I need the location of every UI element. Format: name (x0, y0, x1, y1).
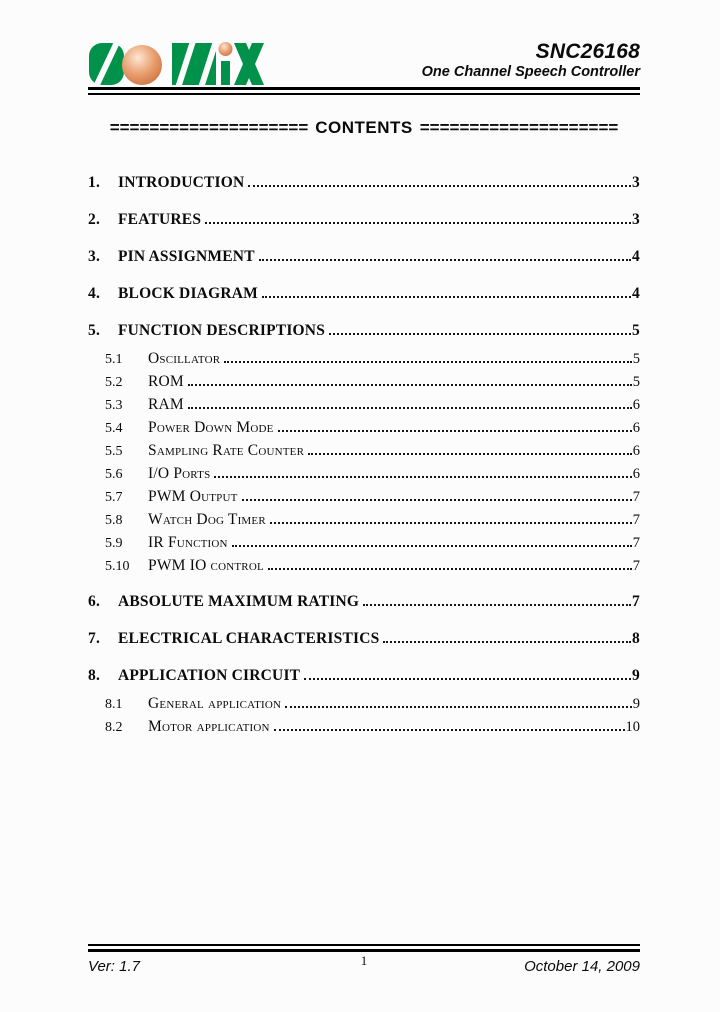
toc-entry-page: 5 (632, 322, 640, 339)
toc-entry-page: 6 (632, 397, 640, 413)
toc-leader-dots (248, 185, 631, 187)
footer-version: Ver: 1.7 (88, 958, 140, 975)
toc-leader-dots (363, 604, 631, 606)
toc-leader-dots (304, 678, 631, 680)
toc-entry[interactable] (88, 555, 640, 577)
toc-leader-dots (259, 259, 631, 261)
toc-entry-number: 3. (88, 248, 101, 265)
footer-date: October 14, 2009 (524, 958, 640, 975)
toc-entry-page: 7 (632, 558, 640, 574)
toc-entry-page: 4 (632, 285, 640, 302)
header-rule (88, 87, 640, 95)
toc-entry-number: 8.2 (105, 720, 123, 735)
toc-entry[interactable] (88, 440, 640, 462)
contents-heading (88, 118, 640, 138)
sonix-logo (88, 38, 264, 94)
toc-entry-number: 2. (88, 211, 101, 228)
toc-leader-dots (188, 384, 632, 386)
toc-entry[interactable] (88, 417, 640, 439)
table-of-contents (88, 172, 640, 738)
toc-entry-label: Watch Dog Timer (148, 511, 266, 528)
toc-entry[interactable] (88, 665, 640, 686)
toc-entry-label: Oscillator (148, 350, 221, 367)
toc-entry-page: 10 (625, 719, 640, 735)
toc-entry-page: 5 (632, 374, 640, 390)
toc-entry-page: 7 (632, 512, 640, 528)
toc-leader-dots (214, 476, 631, 478)
toc-entry[interactable] (88, 209, 640, 230)
toc-entry[interactable] (88, 320, 640, 341)
contents-equals-right: ==================== (419, 118, 619, 137)
footer-rule (88, 944, 640, 952)
toc-entry-page: 9 (632, 667, 640, 684)
toc-entry-number: 4. (88, 285, 101, 302)
toc-entry-page: 9 (632, 696, 640, 712)
toc-entry-page: 6 (632, 420, 640, 436)
toc-entry-page: 7 (632, 593, 640, 610)
toc-entry-number: 6. (88, 593, 101, 610)
toc-entry-label: ELECTRICAL CHARACTERISTICS (118, 630, 380, 647)
toc-entry-number: 5.5 (105, 444, 123, 459)
toc-entry[interactable] (88, 394, 640, 416)
toc-entry-label: INTRODUCTION (118, 174, 245, 191)
toc-leader-dots (383, 641, 631, 643)
toc-entry-label: General application (148, 695, 282, 712)
toc-leader-dots (285, 706, 632, 708)
toc-entry[interactable] (88, 693, 640, 715)
toc-entry[interactable] (88, 348, 640, 370)
toc-leader-dots (268, 568, 632, 570)
toc-entry-number: 1. (88, 174, 101, 191)
toc-entry-page: 8 (632, 630, 640, 647)
toc-leader-dots (329, 333, 631, 335)
logo-letter-o-ball (122, 45, 162, 85)
toc-entry-number: 7. (88, 630, 101, 647)
toc-entry-number: 5.7 (105, 490, 123, 505)
toc-entry-label: ROM (148, 373, 184, 390)
toc-entry-number: 5.6 (105, 467, 123, 482)
toc-leader-dots (224, 361, 631, 363)
toc-leader-dots (274, 729, 625, 731)
toc-entry[interactable] (88, 591, 640, 612)
sonix-logo-graphic (88, 38, 264, 94)
toc-entry[interactable] (88, 463, 640, 485)
toc-entry-number: 5.4 (105, 421, 123, 436)
toc-entry-page: 7 (632, 535, 640, 551)
logo-letter-n (172, 38, 217, 91)
logo-letter-x (234, 43, 264, 85)
toc-entry-label: Sampling Rate Counter (148, 442, 305, 459)
toc-entry[interactable] (88, 371, 640, 393)
toc-entry-label: PWM IO control (148, 557, 264, 574)
toc-entry-label: PIN ASSIGNMENT (118, 248, 255, 265)
toc-entry-number: 5.3 (105, 398, 123, 413)
toc-entry-page: 6 (632, 443, 640, 459)
toc-entry-label: FEATURES (118, 211, 202, 228)
toc-leader-dots (232, 545, 632, 547)
toc-entry[interactable] (88, 486, 640, 508)
toc-entry-number: 5.8 (105, 513, 123, 528)
logo-letter-i (219, 42, 233, 85)
toc-entry-page: 6 (632, 466, 640, 482)
toc-entry-number: 5.2 (105, 375, 123, 390)
toc-entry-number: 5. (88, 322, 101, 339)
toc-leader-dots (308, 453, 632, 455)
logo-letter-s (89, 38, 124, 91)
contents-title-text: CONTENTS (315, 118, 413, 137)
toc-entry-label: Power Down Mode (148, 419, 274, 436)
toc-leader-dots (188, 407, 632, 409)
toc-entry-page: 3 (632, 174, 640, 191)
footer-page-number: 1 (360, 953, 368, 968)
toc-entry[interactable] (88, 172, 640, 193)
toc-entry-label: APPLICATION CIRCUIT (118, 667, 301, 684)
toc-entry-number: 8.1 (105, 697, 123, 712)
toc-entry-number: 5.9 (105, 536, 123, 551)
toc-entry-label: PWM Output (148, 488, 238, 505)
toc-entry-number: 5.1 (105, 352, 123, 367)
toc-leader-dots (278, 430, 632, 432)
toc-entry-number: 5.10 (105, 559, 130, 574)
toc-leader-dots (242, 499, 632, 501)
toc-leader-dots (262, 296, 631, 298)
contents-equals-left: ==================== (109, 118, 309, 137)
toc-entry-page: 7 (632, 489, 640, 505)
toc-entry-page: 5 (632, 351, 640, 367)
toc-leader-dots (270, 522, 632, 524)
toc-entry[interactable] (88, 628, 640, 649)
toc-entry-page: 3 (632, 211, 640, 228)
toc-entry[interactable] (88, 716, 640, 738)
toc-entry-page: 4 (632, 248, 640, 265)
toc-entry-label: RAM (148, 396, 184, 413)
toc-entry-label: IR Function (148, 534, 228, 551)
toc-entry-label: BLOCK DIAGRAM (118, 285, 258, 302)
toc-leader-dots (205, 222, 631, 224)
toc-entry-label: ABSOLUTE MAXIMUM RATING (118, 593, 360, 610)
toc-entry[interactable] (88, 509, 640, 531)
toc-entry-number: 8. (88, 667, 101, 684)
toc-entry[interactable] (88, 532, 640, 554)
doc-subtitle: One Channel Speech Controller (421, 64, 640, 80)
part-number: SNC26168 (535, 40, 640, 63)
page-footer (88, 958, 640, 975)
toc-entry[interactable] (88, 246, 640, 267)
toc-entry[interactable] (88, 283, 640, 304)
toc-entry-label: Motor application (148, 718, 270, 735)
toc-entry-label: FUNCTION DESCRIPTIONS (118, 322, 326, 339)
header-title-block (422, 40, 640, 81)
toc-entry-label: I/O Ports (148, 465, 211, 482)
